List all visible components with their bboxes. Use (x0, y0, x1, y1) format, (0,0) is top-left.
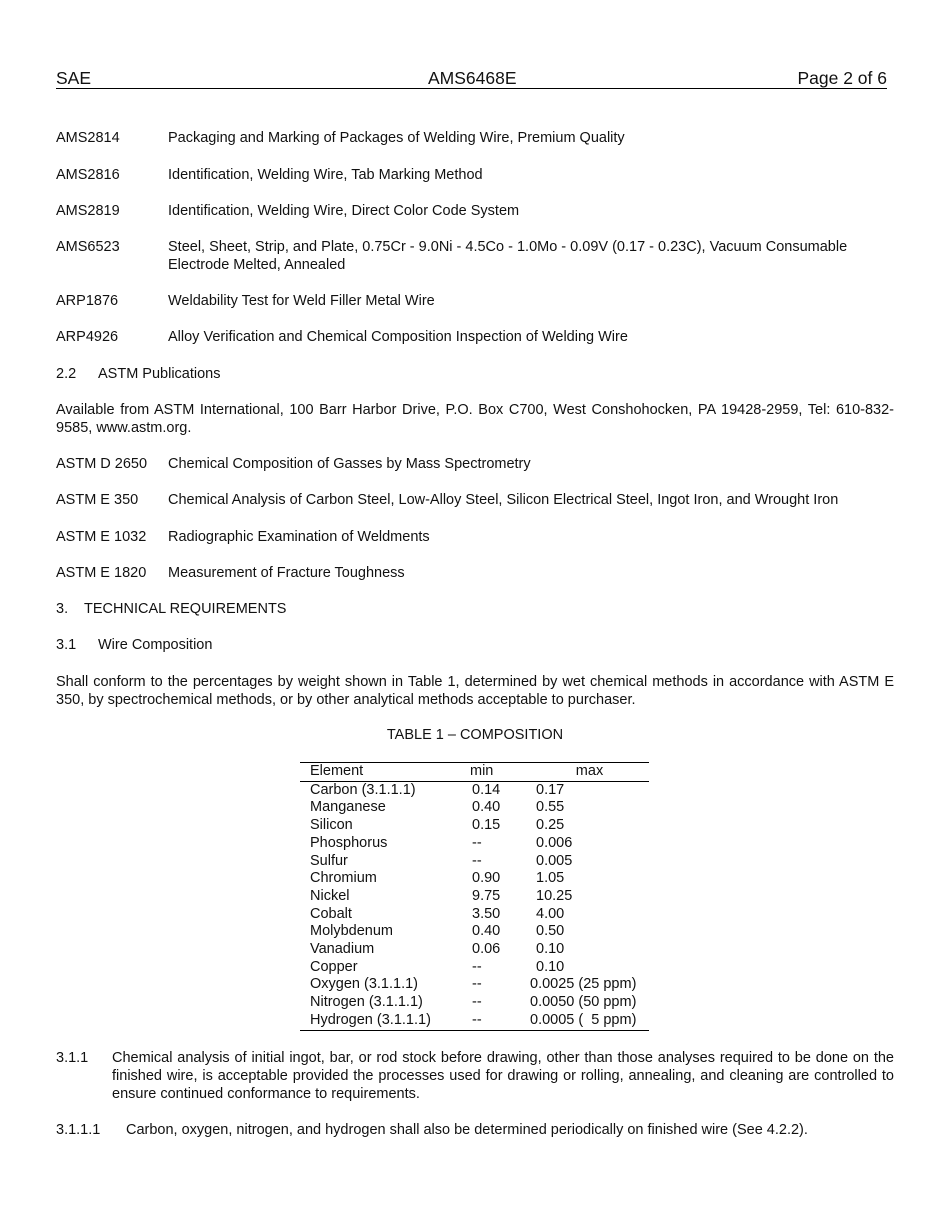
section-2-2-heading (56, 365, 221, 383)
element-cell: Hydrogen (3.1.1.1) (300, 1012, 470, 1030)
reference-row (56, 238, 894, 274)
reference-row (56, 455, 894, 473)
max-cell: 0.005 (536, 852, 573, 869)
reference-code: AMS2819 (56, 203, 120, 219)
max-cell: 0.17 (536, 781, 565, 798)
element-cell: Oxygen (3.1.1.1) (310, 976, 418, 993)
section-3-1-1 (56, 1049, 894, 1103)
max-cell: 0.25 (536, 817, 565, 834)
max-cell: 0.10 (536, 941, 565, 958)
section-3-1-1-1 (56, 1121, 894, 1139)
section-title: Wire Composition (98, 637, 213, 653)
min-cell: -- (470, 1012, 530, 1030)
reference-title: Steel, Sheet, Strip, and Plate, 0.75Cr - 9.0Ni - 4.5Co - 1.0Mo - 0.09V (0.17 - 0.23C), Vacuum Consumable Electrode Melted, Annealed (168, 239, 848, 273)
min-cell: -- (472, 834, 482, 851)
table-row (300, 959, 649, 977)
page-header (56, 68, 887, 89)
max-cell: 0.50 (536, 923, 565, 940)
table-row (300, 888, 649, 906)
min-cell: 9.75 (472, 887, 501, 904)
element-cell: Phosphorus (310, 834, 388, 851)
column-header: min (470, 763, 530, 782)
max-cell: 4.00 (536, 905, 565, 922)
element-cell: Copper (310, 958, 358, 975)
section-number: 2.2 (56, 366, 77, 382)
reference-code: ASTM E 1032 (56, 529, 147, 545)
min-cell: 0.40 (472, 799, 501, 816)
section-3-1-text: Shall conform to the percentages by weight shown in Table 1, determined by wet chemical methods in accordance with ASTM E 350, by spectrochemical methods, or by other analytical methods acceptable to purchaser. (56, 674, 894, 708)
max-cell: 0.10 (536, 958, 565, 975)
element-cell: Cobalt (310, 905, 352, 922)
reference-code: ASTM E 1820 (56, 565, 147, 581)
table-row (300, 870, 649, 888)
composition-table (300, 762, 649, 1031)
section-number: 3.1 (56, 637, 77, 653)
reference-code: ASTM E 350 (56, 492, 139, 508)
reference-title: Identification, Welding Wire, Tab Marking Method (168, 167, 483, 183)
reference-title: Chemical Composition of Gasses by Mass Spectrometry (168, 456, 531, 472)
section-3-1-heading (56, 636, 212, 654)
min-cell: -- (472, 958, 482, 975)
reference-row (56, 528, 894, 546)
reference-code: ARP1876 (56, 293, 119, 309)
max-cell: 1.05 (536, 870, 565, 887)
reference-title: Weldability Test for Weld Filler Metal Wire (168, 293, 435, 309)
max-cell: 10.25 (536, 887, 573, 904)
min-cell: -- (472, 976, 482, 993)
table-row (300, 994, 649, 1012)
section-title: ASTM Publications (98, 366, 221, 382)
element-cell: Molybdenum (310, 923, 394, 940)
reference-title: Chemical Analysis of Carbon Steel, Low-Alloy Steel, Silicon Electrical Steel, Ingot Iron, and Wrought Iron (168, 492, 839, 508)
section-number: 3.1.1.1 (56, 1122, 101, 1138)
element-cell: Silicon (310, 817, 353, 834)
table-row (300, 941, 649, 959)
min-cell: 0.40 (472, 923, 501, 940)
element-cell: Nitrogen (3.1.1.1) (310, 994, 423, 1011)
max-cell: 0.0005 ( 5 ppm) (530, 1012, 649, 1030)
section-text: Chemical analysis of initial ingot, bar, or rod stock before drawing, other than those analyses required to be done on the finished wire, is acceptable provided the processes used for drawing or rolling, annealing, and cleaning are controlled to ensure continued conformance to requirements. (112, 1050, 894, 1102)
section-3-heading (56, 600, 286, 618)
reference-row (56, 328, 894, 346)
column-header: Element (300, 763, 470, 782)
min-cell: 3.50 (472, 905, 501, 922)
min-cell: 0.90 (472, 870, 501, 887)
min-cell: 0.14 (472, 781, 501, 798)
section-number: 3. (56, 601, 69, 617)
reference-code: AMS2816 (56, 167, 120, 183)
table-row (300, 906, 649, 924)
table-row (300, 799, 649, 817)
table-row (300, 817, 649, 835)
reference-title: Alloy Verification and Chemical Composition Inspection of Welding Wire (168, 329, 628, 345)
column-header: max (530, 763, 649, 782)
section-title: TECHNICAL REQUIREMENTS (84, 601, 287, 617)
min-cell: -- (472, 852, 482, 869)
reference-code: AMS2814 (56, 130, 120, 146)
element-cell: Manganese (310, 799, 386, 816)
element-cell: Chromium (310, 870, 377, 887)
table-row (300, 853, 649, 871)
table-header-row (300, 763, 649, 782)
reference-row (56, 166, 894, 184)
table-row (300, 923, 649, 941)
reference-code: AMS6523 (56, 239, 120, 255)
reference-code: ARP4926 (56, 329, 119, 345)
reference-title: Radiographic Examination of Weldments (168, 529, 430, 545)
reference-code: ASTM D 2650 (56, 456, 148, 472)
element-cell: Sulfur (310, 852, 348, 869)
section-text: Carbon, oxygen, nitrogen, and hydrogen shall also be determined periodically on finished wire (See 4.2.2). (126, 1122, 808, 1138)
section-number: 3.1.1 (56, 1050, 89, 1066)
table-row (300, 835, 649, 853)
reference-title: Measurement of Fracture Toughness (168, 565, 405, 581)
astm-availability: Available from ASTM International, 100 Barr Harbor Drive, P.O. Box C700, West Conshohocken, PA 19428-2959, Tel: 610-832-9585, www.astm.org. (56, 402, 894, 436)
element-cell: Nickel (310, 887, 350, 904)
max-cell: 0.0025 (25 ppm) (530, 976, 637, 993)
reference-row (56, 202, 894, 220)
table-row (300, 976, 649, 994)
header-doc-number: AMS6468E (428, 68, 517, 88)
reference-row (56, 292, 894, 310)
element-cell: Vanadium (310, 941, 375, 958)
table-title: TABLE 1 – COMPOSITION (386, 727, 564, 743)
reference-row (56, 491, 894, 509)
max-cell: 0.0050 (50 ppm) (530, 994, 637, 1011)
table-row (300, 1012, 649, 1030)
min-cell: 0.15 (472, 817, 501, 834)
reference-row (56, 129, 894, 147)
max-cell: 0.006 (536, 834, 573, 851)
min-cell: 0.06 (472, 941, 501, 958)
reference-title: Packaging and Marking of Packages of Welding Wire, Premium Quality (168, 130, 625, 146)
element-cell: Carbon (3.1.1.1) (310, 781, 416, 798)
max-cell: 0.55 (536, 799, 565, 816)
table-row (300, 781, 649, 799)
reference-title: Identification, Welding Wire, Direct Color Code System (168, 203, 520, 219)
header-page-number: Page 2 of 6 (797, 68, 887, 88)
header-org: SAE (56, 68, 92, 88)
reference-row (56, 564, 894, 582)
min-cell: -- (472, 994, 482, 1011)
